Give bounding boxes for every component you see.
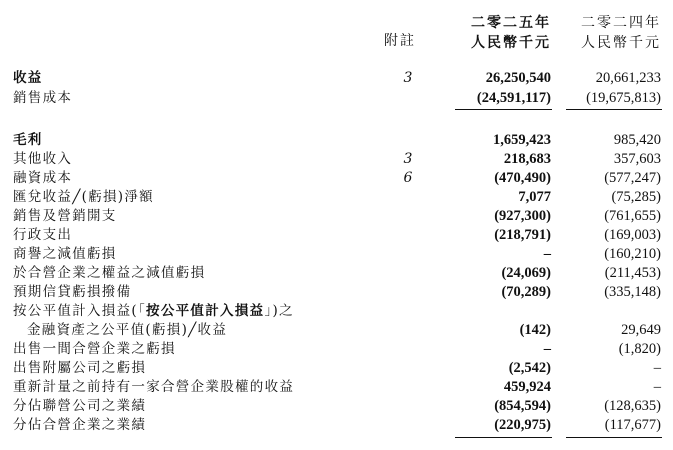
prior-unit-header: 人民幣千元 <box>581 35 661 51</box>
current-value: (470,490) <box>494 170 551 186</box>
current-year-header: 二零二五年 <box>471 15 551 31</box>
row-ecl-provision <box>0 283 673 302</box>
row-cost-of-sales <box>0 89 673 108</box>
row-gross-profit <box>0 131 673 150</box>
row-fvtpl-fair-value <box>0 321 673 340</box>
prior-value: (128,635) <box>604 398 661 414</box>
current-value: (24,591,117) <box>476 90 551 106</box>
row-label: 出售附屬公司之虧損 <box>13 360 147 376</box>
current-value: 7,077 <box>518 189 551 205</box>
prior-value: (169,003) <box>604 227 661 243</box>
prior-value: (335,148) <box>604 284 661 300</box>
bottom-rule-current <box>455 437 552 438</box>
current-unit-header: 人民幣千元 <box>471 35 551 51</box>
prior-value: 29,649 <box>621 322 661 338</box>
row-label: 融資成本 <box>13 170 73 186</box>
row-label: 於合營企業之權益之減值虧損 <box>13 265 206 281</box>
prior-value: (577,247) <box>604 170 661 186</box>
current-value: (220,975) <box>494 417 551 433</box>
prior-value: (75,285) <box>611 189 661 205</box>
row-remeasurement-gain <box>0 378 673 397</box>
row-share-of-associates <box>0 397 673 416</box>
row-label: 預期信貸虧損撥備 <box>13 284 132 300</box>
row-label: 毛利 <box>13 132 43 148</box>
row-fvtpl-heading <box>0 302 673 321</box>
current-value: (24,069) <box>501 265 551 281</box>
current-value: (142) <box>519 322 551 338</box>
label-suffix: 」)之 <box>264 303 294 319</box>
row-exchange-gain-loss <box>0 188 673 207</box>
row-admin-expenses <box>0 226 673 245</box>
row-label: 金融資產之公平值(虧損)╱收益 <box>27 322 228 338</box>
current-value: (927,300) <box>494 208 551 224</box>
row-label: 銷售及營銷開支 <box>13 208 117 224</box>
prior-year-header: 二零二四年 <box>581 15 661 31</box>
prior-value: (211,453) <box>604 265 661 281</box>
note-column-header: 附註 <box>384 33 416 49</box>
row-selling-expenses <box>0 207 673 226</box>
row-revenue <box>0 69 673 88</box>
row-label: 分佔合營企業之業績 <box>13 417 147 433</box>
defined-term: 按公平值計入損益 <box>146 303 265 319</box>
row-note: 6 <box>403 170 413 186</box>
current-value: 218,683 <box>503 151 551 167</box>
row-other-income <box>0 150 673 169</box>
row-jv-disposal-loss <box>0 340 673 359</box>
row-label: 分佔聯營公司之業績 <box>13 398 147 414</box>
row-subsidiary-disposal-loss <box>0 359 673 378</box>
prior-value: (117,677) <box>604 417 661 433</box>
current-value: (70,289) <box>501 284 551 300</box>
row-label <box>13 302 294 321</box>
row-label: 行政支出 <box>13 227 73 243</box>
label-prefix: 按公平值計入損益(「 <box>13 303 147 319</box>
row-label: 其他收入 <box>13 151 73 167</box>
row-note: 3 <box>403 151 413 167</box>
current-value: 1,659,423 <box>493 132 551 148</box>
row-label: 商譽之減值虧損 <box>13 246 117 262</box>
prior-value: – <box>653 379 661 395</box>
current-value: (2,542) <box>508 360 551 376</box>
row-note: 3 <box>403 70 413 86</box>
row-label: 出售一間合營企業之虧損 <box>13 341 176 357</box>
row-label: 重新計量之前持有一家合營企業股權的收益 <box>13 379 295 395</box>
prior-value: – <box>653 360 661 376</box>
row-share-of-jv <box>0 416 673 435</box>
row-jv-impairment <box>0 264 673 283</box>
prior-value: (1,820) <box>618 341 661 357</box>
subtotal-rule-current <box>455 109 552 110</box>
current-value: – <box>543 341 551 357</box>
prior-value: (761,655) <box>604 208 661 224</box>
prior-value: 20,661,233 <box>595 70 661 86</box>
row-finance-costs <box>0 169 673 188</box>
prior-value: (19,675,813) <box>586 90 661 106</box>
row-goodwill-impairment <box>0 245 673 264</box>
prior-value: 985,420 <box>613 132 661 148</box>
row-label: 銷售成本 <box>13 90 73 106</box>
current-value: – <box>543 246 551 262</box>
prior-value: 357,603 <box>613 151 661 167</box>
row-label: 收益 <box>13 70 43 86</box>
current-value: (218,791) <box>494 227 551 243</box>
row-label: 匯兌收益╱(虧損)淨額 <box>13 189 154 205</box>
current-value: 26,250,540 <box>485 70 551 86</box>
subtotal-rule-prior <box>566 109 662 110</box>
bottom-rule-prior <box>566 437 662 438</box>
current-value: 459,924 <box>503 379 551 395</box>
current-value: (854,594) <box>494 398 551 414</box>
prior-value: (160,210) <box>604 246 661 262</box>
